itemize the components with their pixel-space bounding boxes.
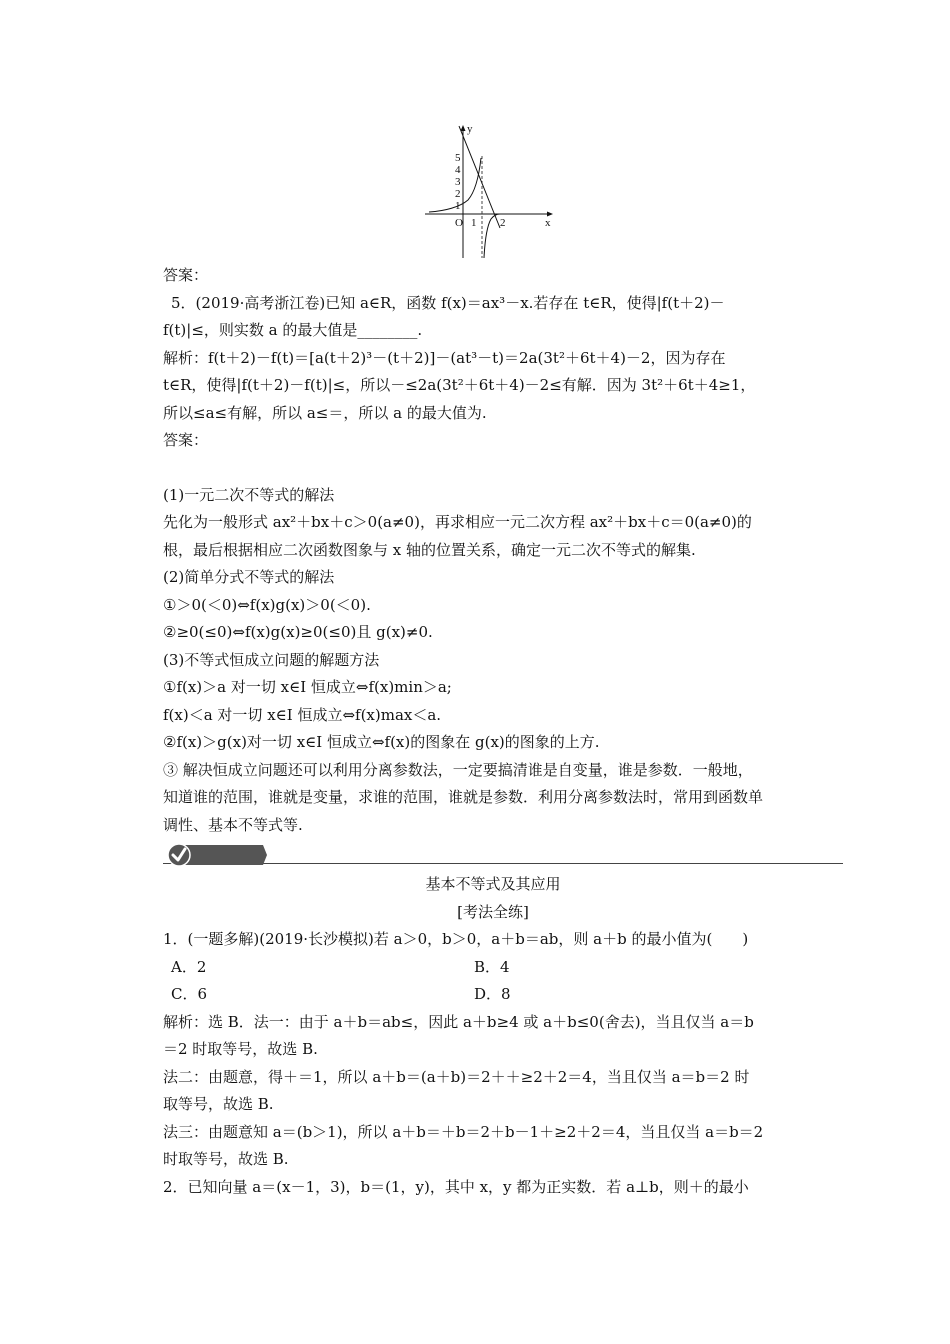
x-axis-label: x [545,217,551,229]
question-5: 5．(2019·高考浙江卷)已知 a∈R，函数 f(x)＝ax³－x.若存在 t∈R，使得|f(t＋2)－ [171,293,725,312]
x-axis-arrow [547,212,553,217]
y-axis-arrow [461,125,466,131]
origin-label: O [455,217,463,229]
section-subtitle: [考法全练] [457,902,529,921]
tick-y-1: 1 [455,200,461,212]
y-axis-label: y [467,123,473,135]
tick-x-1: 1 [471,217,477,229]
summary-item-3b: ②f(x)＞g(x)对一切 x∈I 恒成立⇔f(x)的图象在 g(x)的图象的上方. [163,733,600,751]
summary-item-3c: ③ 解决恒成立问题还可以利用分离参数法，一定要搞清谁是自变量，谁是参数．一般地， [163,760,753,779]
summary-text-1-cont: 根，最后根据相应二次函数图象与 x 轴的位置关系，确定一元二次不等式的解集. [163,540,696,559]
summary-heading-2: (2)简单分式不等式的解法 [163,568,335,586]
method-2-cont: 取等号，故选 B. [163,1095,274,1113]
solution-5: 解析：f(t＋2)－f(t)＝[a(t＋2)³－(t＋2)]－(at³－t)＝2a(3t²＋6t＋4)－2，因为存在 [163,348,726,367]
tick-y-4: 4 [455,164,461,176]
line-y-5-minus-x [459,126,500,228]
option-d: D．8 [474,985,511,1003]
method-3: 法三：由题意知 a＝(b＞1)，所以 a＋b＝＋b＝2＋b－1＋≥2＋2＝4，当且仅当 a＝b＝2 [163,1122,764,1141]
option-b: B．4 [474,957,510,976]
summary-heading-1: (1)一元二次不等式的解法 [163,485,335,504]
question-1: 1．(一题多解)(2019·长沙模拟)若 a＞0，b＞0，a＋b＝ab，则 a＋b 的最小值为( ) [163,930,749,948]
document-body [163,262,823,1201]
summary-text-1: 先化为一般形式 ax²＋bx＋c＞0(a≠0)，再求相应一元二次方程 ax²＋bx＋c＝0(a≠0)的 [163,513,752,531]
curve-right [484,214,500,258]
function-graph [425,118,560,260]
method-3-cont: 时取等号，故选 B. [163,1150,289,1168]
summary-item-3a-cont: f(x)＜a 对一切 x∈I 恒成立⇔f(x)max＜a. [163,705,442,724]
question-5-cont: f(t)|≤，则实数 a 的最大值是________. [163,321,423,339]
option-a: A．2 [171,957,207,976]
summary-item-3a: ①f(x)＞a 对一切 x∈I 恒成立⇔f(x)min＞a; [163,678,452,696]
section-divider [163,841,823,869]
summary-item-2b: ②≥0(≤0)⇔f(x)g(x)≥0(≤0)且 g(x)≠0. [163,623,433,641]
tick-y-5: 5 [455,152,461,164]
section-title: 基本不等式及其应用 [425,875,561,893]
summary-item-3c-end: 调性、基本不等式等. [163,815,303,834]
solution-5-cont: t∈R，使得|f(t＋2)－f(t)|≤，所以－≤2a(3t²＋6t＋4)－2≤有解．因为 3t²＋6t＋4≥1， [163,376,756,394]
summary-heading-3: (3)不等式恒成立问题的解题方法 [163,650,380,669]
kaodian-badge [167,843,267,867]
solution-1: 解析：选 B．法一：由于 a＋b＝ab≤，因此 a＋b≥4 或 a＋b≤0(舍去)，当且仅当 a＝b [163,1012,754,1031]
options-row-2 [163,981,823,1009]
tick-y-3: 3 [455,176,461,188]
solution-1-cont: ＝2 时取等号，故选 B. [163,1040,318,1058]
tick-y-2: 2 [455,188,461,200]
question-2: 2．已知向量 a＝(x－1，3)，b＝(1，y)，其中 x，y 都为正实数．若 a⊥b，则＋的最小 [163,1177,749,1196]
solution-5-end: 所以≤a≤有解，所以 a≤＝，所以 a 的最大值为. [163,403,487,422]
answer-label: 答案： [163,266,209,284]
options-row-1 [163,954,823,982]
summary-item-2a: ①＞0(＜0)⇔f(x)g(x)＞0(＜0). [163,595,371,614]
answer-label-2: 答案： [163,431,209,449]
option-c: C．6 [171,985,208,1003]
method-2: 法二：由题意，得＋＝1，所以 a＋b＝(a＋b)＝2＋＋≥2＋2＝4，当且仅当 a＝b＝2 时 [163,1067,750,1086]
tick-x-2: 2 [500,217,506,229]
summary-item-3c-cont: 知道谁的范围，谁就是变量，求谁的范围，谁就是参数．利用分离参数法时，常用到函数单 [163,788,764,806]
